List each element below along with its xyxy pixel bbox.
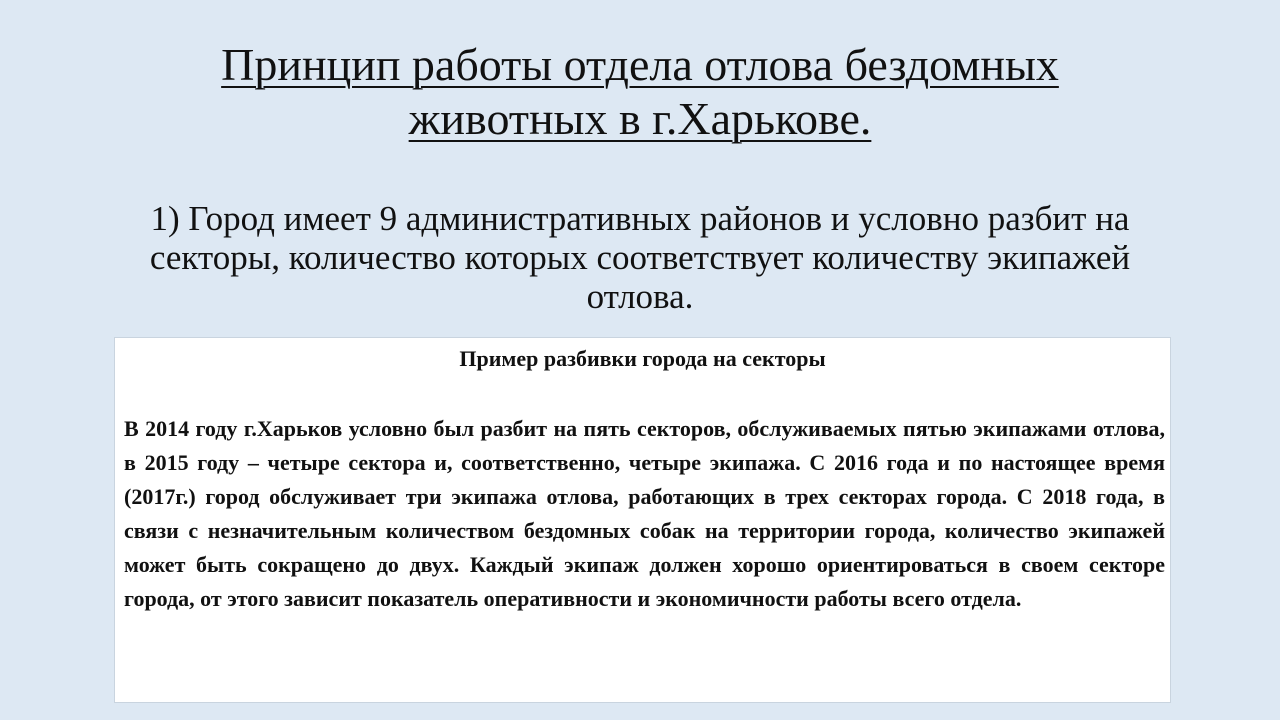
example-text-box	[114, 337, 1171, 703]
example-box-title: Пример разбивки города на секторы	[459, 346, 826, 371]
example-box-body: В 2014 году г.Харьков условно был разбит на пять секторов, обслуживаемых пятью экипажами отлова, в 2015 году – четыре сектора и, соответственно, четыре экипажа. С 2016 года и по настоящее время (2017г.) город обслуживает три экипажа отлова, работающих в трех секторах города. С 2018 года, в связи с незначительным количеством бездомных собак на территории города, количество экипажей может быть сокращено до двух. Каждый экипаж должен хорошо ориентироваться в своем секторе города, от этого зависит показатель оперативности и экономичности работы всего отдела.	[124, 416, 1165, 611]
slide-title: Принцип работы отдела отлова бездомных животных в г.Харькове.	[221, 39, 1059, 144]
point-1-text: 1) Город имеет 9 административных районов и условно разбит на секторы, количество которых соответствует количеству экипажей отлова.	[149, 199, 1131, 316]
